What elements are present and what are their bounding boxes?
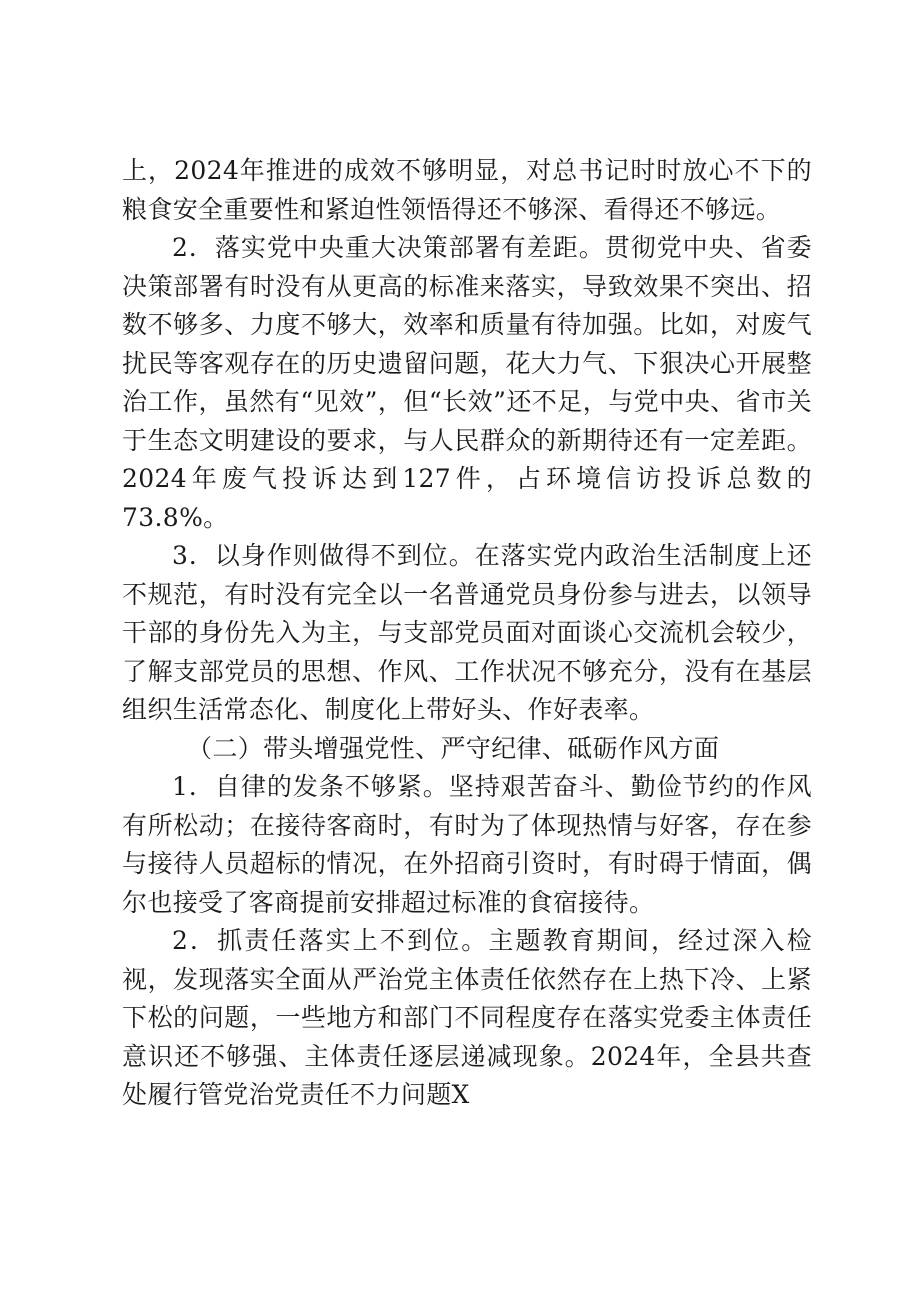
section-heading: （二）带头增强党性、严守纪律、砥砺作风方面 — [187, 733, 720, 763]
paragraph-continuation: 上，2024年推进的成效不够明显，对总书记时时放心不下的粮食安全重要性和紧迫性领悟得还不够深、看得还不够远。 — [122, 156, 812, 224]
paragraph-item-2-decisions: 2．落实党中央重大决策部署有差距。贯彻党中央、省委决策部署有时没有从更高的标准来落实，导致效果不突出、招数不够多、力度不够大，效率和质量有待加强。比如，对废气扰民等客观存在的历史遗留问题，花大力气、下狠决心开展整治工作，虽然有“见效”，但“长效”还不足，与党中央、省市关于生态文明建设的要求，与人民群众的新期待还有一定差距。2024年废气投诉达到127件，占环境信访投诉总数的73.8%。 — [122, 233, 812, 532]
paragraph-item-2-responsibility: 2．抓责任落实上不到位。主题教育期间，经过深入检视，发现落实全面从严治党主体责任依然存在上热下冷、上紧下松的问题，一些地方和部门不同程度存在落实党委主体责任意识还不够强、主体责任逐层递减现象。2024年，全县共查处履行管党治党责任不力问题X — [122, 926, 812, 1109]
document-body — [122, 152, 812, 1115]
paragraph-item-3-example: 3．以身作则做得不到位。在落实党内政治生活制度上还不规范，有时没有完全以一名普通党员身份参与进去，以领导干部的身份先入为主，与支部党员面对面谈心交流机会较少，了解支部党员的思想、作风、工作状况不够充分，没有在基层组织生活常态化、制度化上带好头、作好表率。 — [122, 541, 812, 724]
paragraph-item-1-discipline: 1．自律的发条不够紧。坚持艰苦奋斗、勤俭节约的作风有所松动；在接待客商时，有时为了体现热情与好客，存在参与接待人员超标的情况，在外招商引资时，有时碍于情面，偶尔也接受了客商提前安排超过标准的食宿接待。 — [122, 772, 812, 917]
